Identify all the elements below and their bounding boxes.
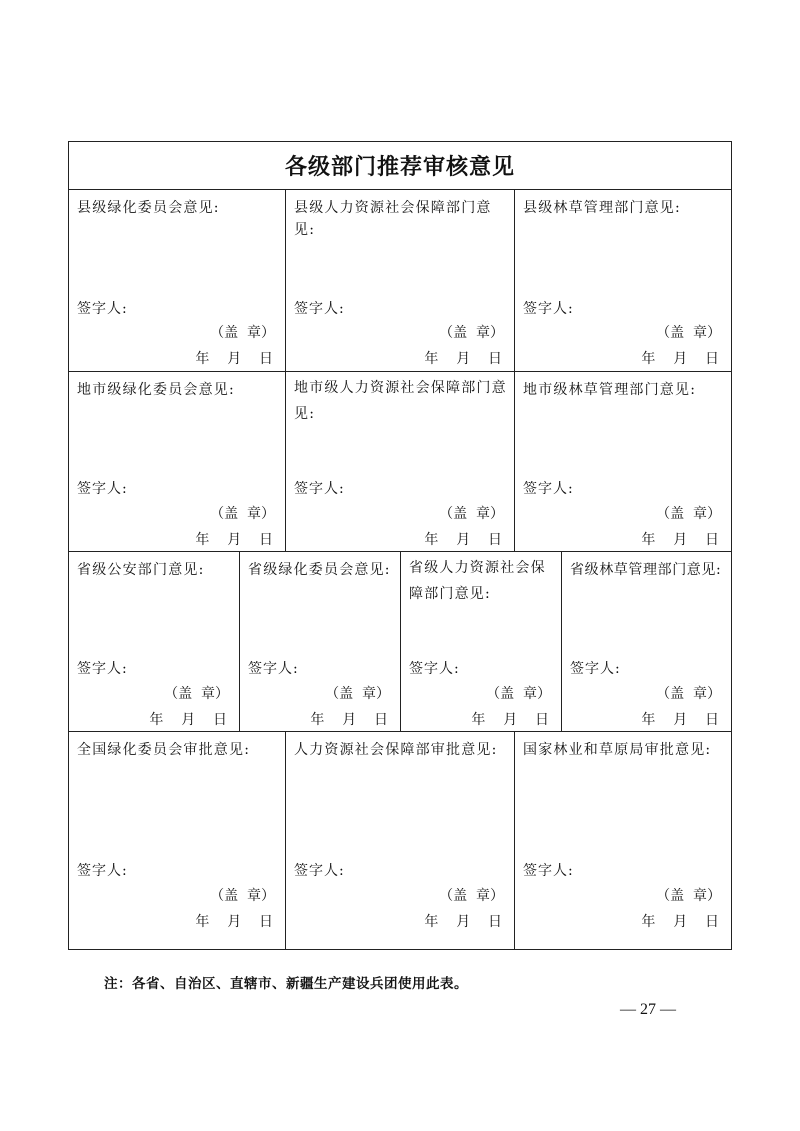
cell-heading: 地市级林草管理部门意见: [523, 382, 697, 398]
date-label: 年 月 日 [641, 712, 719, 728]
opinion-cell-national-forestry [515, 732, 731, 949]
cell-heading: 省级人力资源社会保障部门意见: [409, 560, 546, 602]
seal-label: （盖 章） [164, 686, 229, 702]
cell-heading: 国家林业和草原局审批意见: [523, 742, 712, 758]
signer-label: 签字人: [77, 481, 128, 497]
signer-label: 签字人: [409, 661, 460, 677]
seal-label: （盖 章） [656, 686, 721, 702]
seal-label: （盖 章） [439, 888, 504, 904]
date-label: 年 月 日 [195, 914, 273, 930]
footnote: 注：各省、自治区、直辖市、新疆生产建设兵团使用此表。 [104, 976, 468, 992]
signer-label: 签字人: [523, 301, 574, 317]
signer-label: 签字人: [294, 481, 345, 497]
cell-heading: 省级林草管理部门意见: [570, 562, 722, 578]
cell-heading: 人力资源社会保障部审批意见: [294, 742, 498, 758]
cell-heading: 县级人力资源社会保障部门意见: [294, 200, 492, 238]
seal-label: （盖 章） [486, 686, 551, 702]
form-title: 各级部门推荐审核意见 [284, 154, 515, 180]
review-form-table [68, 141, 732, 950]
date-label: 年 月 日 [641, 914, 719, 930]
opinion-cell-province-hrss [401, 552, 561, 731]
cell-heading: 省级绿化委员会意见: [248, 562, 391, 578]
opinion-cell-national-greening [69, 732, 285, 949]
date-label: 年 月 日 [424, 914, 502, 930]
date-label: 年 月 日 [424, 532, 502, 548]
opinion-cell-province-forestry [562, 552, 731, 731]
cell-heading: 全国绿化委员会审批意见: [77, 742, 251, 758]
cell-heading: 地市级人力资源社会保障部门意见: [294, 380, 507, 422]
opinion-cell-city-greening [69, 372, 285, 551]
opinion-cell-city-hrss [286, 372, 514, 551]
date-label: 年 月 日 [471, 712, 549, 728]
seal-label: （盖 章） [325, 686, 390, 702]
cell-heading: 县级林草管理部门意见: [523, 200, 681, 216]
opinion-cell-province-greening [240, 552, 400, 731]
page-number: — 27 — [620, 1001, 676, 1018]
signer-label: 签字人: [294, 863, 345, 879]
cell-heading: 省级公安部门意见: [77, 562, 205, 578]
signer-label: 签字人: [570, 661, 621, 677]
date-label: 年 月 日 [195, 532, 273, 548]
signer-label: 签字人: [523, 863, 574, 879]
seal-label: （盖 章） [656, 325, 721, 341]
opinion-cell-county-forestry [515, 190, 731, 371]
seal-label: （盖 章） [656, 888, 721, 904]
signer-label: 签字人: [77, 301, 128, 317]
seal-label: （盖 章） [439, 506, 504, 522]
cell-heading: 县级绿化委员会意见: [77, 200, 220, 216]
opinion-cell-county-hrss [286, 190, 514, 371]
date-label: 年 月 日 [149, 712, 227, 728]
seal-label: （盖 章） [656, 506, 721, 522]
date-label: 年 月 日 [424, 351, 502, 367]
signer-label: 签字人: [77, 863, 128, 879]
date-label: 年 月 日 [641, 532, 719, 548]
date-label: 年 月 日 [310, 712, 388, 728]
seal-label: （盖 章） [210, 506, 275, 522]
seal-label: （盖 章） [210, 888, 275, 904]
date-label: 年 月 日 [641, 351, 719, 367]
signer-label: 签字人: [77, 661, 128, 677]
seal-label: （盖 章） [210, 325, 275, 341]
signer-label: 签字人: [248, 661, 299, 677]
opinion-cell-county-greening [69, 190, 285, 371]
opinion-cell-province-police [69, 552, 239, 731]
signer-label: 签字人: [294, 301, 345, 317]
signer-label: 签字人: [523, 481, 574, 497]
cell-heading: 地市级绿化委员会意见: [77, 382, 235, 398]
opinion-cell-city-forestry [515, 372, 731, 551]
seal-label: （盖 章） [439, 325, 504, 341]
date-label: 年 月 日 [195, 351, 273, 367]
opinion-cell-ministry-hrss [286, 732, 514, 949]
